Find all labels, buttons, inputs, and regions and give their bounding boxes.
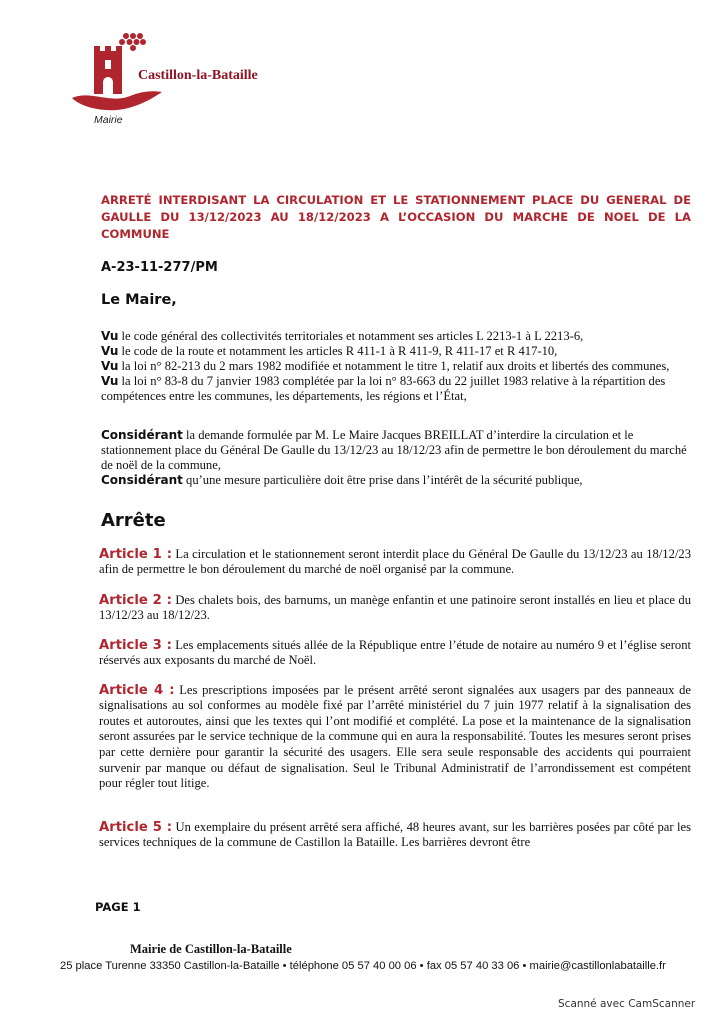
- authority-heading: Le Maire,: [101, 292, 177, 308]
- decree-reference: A-23-11-277/PM: [101, 260, 218, 275]
- commune-name: Castillon-la-Bataille: [138, 68, 258, 83]
- legal-basis-item: Vu le code de la route et notamment les articles R 411-1 à R 411-9, R 411-17 et R 417-10,: [101, 344, 558, 358]
- article-5: Article 5 : Un exemplaire du présent arrêté sera affiché, 48 heures avant, sur les barrières posées par côté par les services techniques de la commune de Castillon la Bataille. Les barrières devront être: [99, 819, 691, 850]
- document-title: ARRETÉ INTERDISANT LA CIRCULATION ET LE STATIONNEMENT PLACE DU GENERAL DE GAULLE DU 13/12/2023 AU 18/12/2023 A L’OCCASION DU MARCHE DE NOEL DE LA COMMUNE: [101, 193, 691, 241]
- commune-logo: [70, 30, 310, 140]
- article-3: Article 3 : Les emplacements situés allée de la République entre l’étude de notaire au numéro 9 et l’église seront réservés aux exposants du marché de Noël.: [99, 637, 691, 668]
- footer-name: Mairie de Castillon-la-Bataille: [130, 942, 292, 956]
- footer-address: 25 place Turenne 33350 Castillon-la-Bataille • téléphone 05 57 40 00 06 • fax 05 57 40 33 06 • mairie@castillonlabataille.fr: [60, 960, 666, 972]
- consideration-item: Considérant qu’une mesure particulière doit être prise dans l’intérêt de la sécurité publique,: [101, 473, 583, 487]
- legal-basis-item: Vu la loi n° 83-8 du 7 janvier 1983 complétée par la loi n° 83-663 du 22 juillet 1983 relative à la répartition des compétences entre les communes, les départements, les régions et l’État,: [101, 374, 666, 403]
- legal-basis-item: Vu la loi n° 82-213 du 2 mars 1982 modifiée et notamment le titre 1, relatif aux droits et libertés des communes,: [101, 359, 670, 373]
- article-1: Article 1 : La circulation et le stationnement seront interdit place du Général De Gaulle du 13/12/23 au 18/12/23 afin de permettre le bon déroulement du marché de noël organisé par la commune.: [99, 546, 691, 577]
- decision-heading: Arrête: [101, 510, 166, 531]
- article-4: Article 4 : Les prescriptions imposées par le présent arrêté seront signalées aux usagers par des panneaux de signalisations au sol conformes au modèle fixé par l’arrêté ministériel du 7 juin 1977 relatif à la signalisation des routes et autoroutes, ainsi que les textes qui l’ont modifié et complété. La pose et la maintenance de la signalisation seront assurées par le service technique de la commune qui en aura la responsabilité. Toutes les mesures seront prises par cette dernière pour garantir la sécurité des usagers. Elle sera seule responsable des accidents qui pourraient survenir par manque ou défaut de signalisation. Seul le Tribunal Administratif de l’arrondissement est compétent pour régler tout litige.: [99, 682, 691, 791]
- logo-subtitle: Mairie: [94, 114, 123, 126]
- article-2: Article 2 : Des chalets bois, des barnums, un manège enfantin et une patinoire seront installés en lieu et place du 13/12/23 au 18/12/23.: [99, 592, 692, 623]
- considerations-list: [101, 428, 691, 488]
- scanner-watermark: Scanné avec CamScanner: [558, 998, 696, 1010]
- consideration-item: Considérant la demande formulée par M. Le Maire Jacques BREILLAT d’interdire la circulation et le stationnement place du Général De Gaulle du 13/12/23 au 18/12/23 afin de permettre le bon déroulement du marché de noël de la commune,: [101, 428, 687, 472]
- page-number: PAGE 1: [95, 900, 141, 914]
- legal-basis-item: Vu le code général des collectivités territoriales et notamment ses articles L 2213-1 à L 2213-6,: [101, 329, 584, 343]
- legal-basis-list: [101, 329, 691, 404]
